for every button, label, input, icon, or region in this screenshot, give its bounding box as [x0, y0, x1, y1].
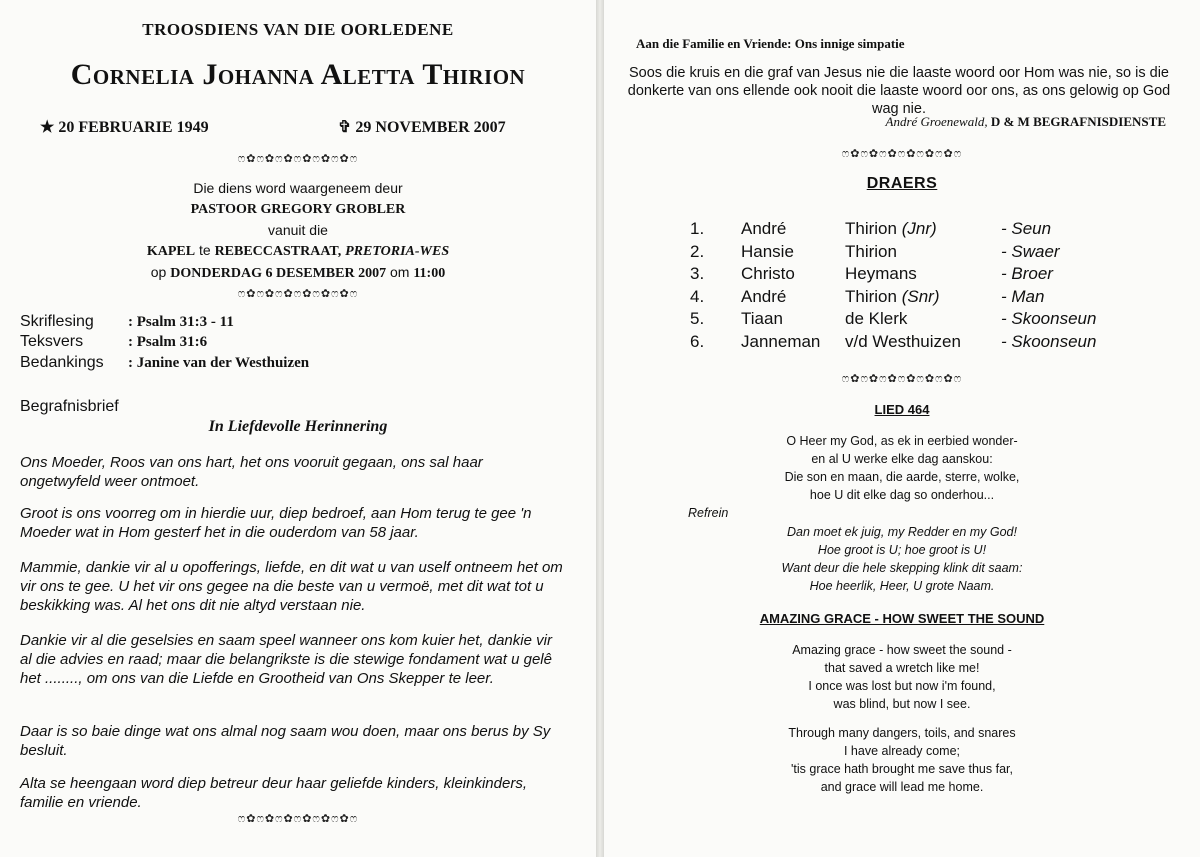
death-date: ✞ 29 NOVEMBER 2007 — [338, 119, 506, 136]
page-fold — [596, 0, 604, 857]
hymn-title: LIED 464 — [874, 402, 930, 417]
condolence-verse: Soos die kruis en die graf van Jesus nie die laaste woord oor Hom was nie, so is die donkerte van ons ellende ook nooit die laaste woord oor ons, as ons gelowig op God wag nie. — [627, 65, 1171, 117]
reading-row: Skriflesing : Psalm 31:3 - 11 — [20, 313, 234, 330]
hymn-title: AMAZING GRACE - HOW SWEET THE SOUND — [759, 611, 1045, 626]
refrain-label: Refrein — [688, 506, 729, 520]
deceased-name: Cornelia Johanna Aletta Thirion — [70, 58, 526, 91]
letter-paragraph: Daar is so baie dinge wat ons almal nog saam wou doen, maar ons berus by Sy besluit. — [20, 723, 551, 759]
letter-paragraph: Ons Moeder, Roos van ons hart, het ons vooruit gegaan, ons sal haar ongetwyfeld weer ontmoet. — [20, 454, 483, 490]
ornament-divider: ෆ✿ෆ✿ෆ✿ෆ✿ෆ✿ෆ✿ෆ — [237, 152, 359, 165]
refrain-verse: Dan moet ek juig, my Redder en my God! Hoe groot is U; hoe groot is U! Want deur die hele skepping klink dit saam: Hoe heerlik, Heer, U grote Naam. — [781, 525, 1023, 593]
reading-row: Bedankings : Janine van der Westhuizen — [20, 354, 310, 371]
ornament-divider: ෆ✿ෆ✿ෆ✿ෆ✿ෆ✿ෆ✿ෆ — [841, 372, 963, 385]
service-place: KAPEL te REBECCASTRAAT, PRETORIA-WES — [146, 242, 450, 259]
letter-paragraph: Mammie, dankie vir al u opofferings, liefde, en dit wat u van uself ontneem het om vir ons te gee. U het vir ons gegee na die beste van u vermoë, met dit wat tot u beskikking was. Al het ons dit nie altyd verstaan nie. — [20, 559, 563, 614]
service-line-1: Die diens word waargeneem deur — [193, 180, 403, 196]
hymn-verse: Amazing grace - how sweet the sound - that saved a wretch like me! I once was lost but now i'm found, was blind, but now I see. — [792, 643, 1012, 711]
pallbearers-title: DRAERS — [866, 175, 938, 192]
letter-paragraph: Groot is ons voorreg om in hierdie uur, diep bedroef, aan Hom terug te gee 'n Moeder wat in Hom gesterf het in die ouderdom van 58 jaar. — [20, 505, 532, 541]
service-date: op DONDERDAG 6 DESEMBER 2007 om 11:00 — [150, 264, 446, 281]
birth-date: ★ 20 FEBRUARIE 1949 — [40, 119, 209, 136]
reading-row: Teksvers : Psalm 31:6 — [20, 333, 208, 350]
service-details — [0, 178, 596, 284]
ornament-divider: ෆ✿ෆ✿ෆ✿ෆ✿ෆ✿ෆ✿ෆ — [237, 287, 359, 300]
letter-label: Begrafnisbrief — [20, 398, 119, 415]
pastor-name: PASTOOR GREGORY GROBLER — [190, 202, 406, 217]
hymn-verse: O Heer my God, as ek in eerbied wonder- en al U werke elke dag aanskou: Die son en maan, die aarde, sterre, wolke, hoe U dit elke dag so onderhou... — [784, 434, 1020, 502]
service-line-3: vanuit die — [268, 222, 328, 238]
verse-attribution: André Groenewald, D & M BEGRAFNISDIENSTE — [885, 114, 1166, 129]
condolence-heading: Aan die Familie en Vriende: Ons innige simpatie — [636, 36, 905, 51]
ornament-divider: ෆ✿ෆ✿ෆ✿ෆ✿ෆ✿ෆ✿ෆ — [841, 147, 963, 160]
letter-paragraph: Dankie vir al die geselsies en saam speel wanneer ons kom kuier het, dankie vir al die advies en raad; maar die belangrikste is die stewige fondament wat u gelê het ........, om ons van die Liefde en Grootheid van Ons Skepper te leer. — [20, 632, 552, 687]
letter-title: In Liefdevolle Herinnering — [208, 418, 388, 435]
letter-paragraph: Alta se heengaan word diep betreur deur haar geliefde kinders, kleinkinders, familie en vriende. — [20, 775, 527, 811]
service-heading: TROOSDIENS VAN DIE OORLEDENE — [142, 20, 454, 39]
hymn-verse: Through many dangers, toils, and snares I have already come; 'tis grace hath brought me save thus far, and grace will lead me home. — [788, 726, 1016, 794]
ornament-divider: ෆ✿ෆ✿ෆ✿ෆ✿ෆ✿ෆ✿ෆ — [237, 812, 359, 825]
right-page: Aan die Familie en Vriende: Ons innige simpatie Soos die kruis en die graf van Jesus nie die laaste woord oor Hom was nie, so is die donkerte van ons ellende ook nooit die laaste woord oor ons, as ons gelowig op God wag nie. André Groenewald, D & M BEGRAFNISDIENSTE ෆ✿ෆ✿ෆ✿ෆ✿ෆ✿ෆ✿ෆ DRAERS 1. André Thirion (Jnr) - Seun 2. Hansie Thirion - Swaer 3. Christo Heymans - Broer 4. André Thirion (Snr) - Man 5. Tiaan de Klerk - Skoonseun 6. Janneman v/d Westhuizen - Skoonseun ෆ✿ෆ✿ෆ✿ෆ✿ෆ✿ෆ✿ෆ LIED 464 O Heer my God, as ek in eerbied wonder- en al U werke elke dag aanskou: Die son en maan, die aarde, sterre, wolke, hoe U dit elke dag so onderhou... Refrein Dan moet ek juig, my Redder en my God! Hoe groot is U; hoe groot is U! Want deur die hele skepping klink dit saam: Hoe heerlik, Heer, U grote Naam. AMAZING GRACE - HOW SWEET THE SOUND Amazing grace - how sweet the sound - that saved a wretch like me! I once was lost but now i'm found, was blind, but now I see. Through many dangers, toils, and snares I have already come; 'tis grace hath brought me save thus far, and grace will lead me home. — [604, 0, 1200, 857]
left-page — [0, 0, 596, 857]
